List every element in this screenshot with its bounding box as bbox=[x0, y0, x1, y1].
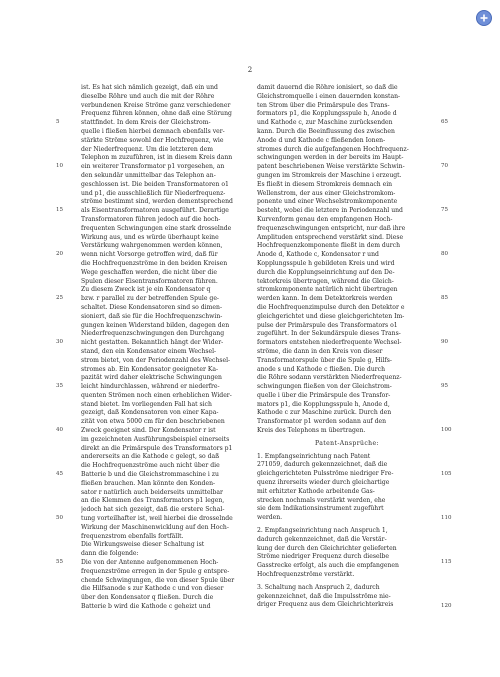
margin-line-number: 20 bbox=[56, 251, 63, 258]
zoom-in-button[interactable] bbox=[476, 10, 492, 26]
text-line: gezeigt, daß Kondensatoren von einer Kapa- bbox=[81, 409, 219, 417]
text-line: pazität wird daher elektrische Schwingungen bbox=[81, 374, 222, 382]
text-line: schaltet. Diese Kondensatoren sind so dimen- bbox=[81, 303, 222, 311]
margin-line-number: 75 bbox=[441, 207, 448, 214]
claim-line: 1. Empfangseinrichtung nach Patent bbox=[257, 452, 371, 460]
text-line: die Röhre sodann verstärkten Niederfrequenz- bbox=[257, 374, 402, 382]
claim-line: quenz ihrerseits wieder durch gleichartige bbox=[257, 479, 390, 487]
text-line: Hochfrequenzkomponente fließt in dem durch bbox=[257, 242, 401, 250]
claim-line: werden. bbox=[257, 514, 283, 522]
text-line: stromkomponente natürlich nicht übertragen bbox=[257, 286, 398, 294]
text-line: leicht hindurchlassen, während er niederfre- bbox=[81, 383, 220, 391]
text-line: dieselbe Röhre und auch die mit der Röhre bbox=[81, 92, 215, 100]
margin-line-number: 40 bbox=[56, 427, 63, 434]
text-line: die Hochfrequenzströme in den beiden Kreisen bbox=[81, 259, 228, 267]
margin-line-number: 100 bbox=[441, 427, 452, 434]
text-line: direkt an die Primärspule des Transformators p1 bbox=[81, 444, 233, 452]
text-line: Batterie b wird die Kathode c geheizt und bbox=[81, 603, 211, 611]
text-line: fließen brauchen. Man könnte den Konden- bbox=[81, 479, 216, 487]
text-line: verbundenen Kreise Ströme ganz verschiedener bbox=[81, 101, 231, 109]
margin-line-number: 15 bbox=[56, 207, 63, 214]
text-line: den sekundär unmittelbar das Telephon an- bbox=[81, 171, 216, 179]
claim-line: gekennzeichnet, daß die Impulsströme nie- bbox=[257, 592, 391, 600]
margin-line-number: 95 bbox=[441, 383, 448, 390]
claim-line: 271059, dadurch gekennzeichnet, daß die bbox=[257, 461, 388, 469]
text-line: schwingungen werden in der bereits im Haupt- bbox=[257, 154, 404, 162]
claim-line: strecken nochmals verstärkt werden, ehe bbox=[257, 496, 386, 504]
text-line: frequenten Schwingungen eine stark drosselnde bbox=[81, 224, 232, 232]
text-line: Wirkung aus, und es würde überhaupt keine bbox=[81, 233, 219, 241]
text-line: geschlossen ist. Die beiden Transformatoren o1 bbox=[81, 180, 229, 188]
text-line: die Hilfsanode s zur Kathode c und von dieser bbox=[81, 585, 224, 593]
text-line: die Hochfrequenzströme auch nicht über die bbox=[81, 462, 220, 470]
text-line: Telephon m zuzuführen, ist in diesem Kreis dann bbox=[81, 154, 233, 162]
text-line: strom bietet, von der Periodenzahl des Wechsel- bbox=[81, 356, 231, 364]
text-line: Spulen dieser Eisentransformatoren führen. bbox=[81, 277, 218, 285]
text-line: die Hochfrequenzimpulse durch den Detektor e bbox=[257, 303, 405, 311]
text-line: Anode d, Kathode c, Kondensator r und bbox=[257, 251, 379, 259]
text-line: chende Schwingungen, die von dieser Spule über bbox=[81, 576, 235, 584]
text-line: als Eisentransformatoren ausgeführt. Derartige bbox=[81, 207, 229, 215]
text-line: ströme, die dann in den Kreis von dieser bbox=[257, 347, 383, 355]
text-line: stromes durch die aufgefangenen Hochfrequenz- bbox=[257, 145, 409, 153]
claim-line: 3. Schaltung nach Anspruch 2, dadurch bbox=[257, 583, 380, 591]
text-line: frequenzschwingungen entspricht, nur daß ihre bbox=[257, 224, 406, 232]
text-line: Verstärkung wahrgenommen werden können, bbox=[81, 242, 223, 250]
page-number: 2 bbox=[247, 66, 253, 74]
text-line: Kreis des Telephons m übertragen. bbox=[257, 427, 366, 435]
text-line: stand bietet. Im vorliegenden Fall hat sich bbox=[81, 400, 212, 408]
margin-line-number: 50 bbox=[56, 515, 63, 522]
margin-line-number: 10 bbox=[56, 163, 63, 170]
text-line: Frequenz führen können, ohne daß eine Störung bbox=[81, 110, 232, 118]
text-line: gungen keinen Widerstand bilden, dagegen den bbox=[81, 321, 230, 329]
text-line: ein weiterer Transformator p1 vorgesehen, an bbox=[81, 163, 225, 171]
text-line: pulse der Primärspule des Transformators o1 bbox=[257, 321, 398, 329]
claims-heading: Patent-Ansprüche: bbox=[315, 439, 379, 447]
text-line: ströme bestimmt sind, werden dementsprechend bbox=[81, 198, 233, 206]
right-column bbox=[257, 84, 437, 610]
text-line: an die Klemmen des Transformators p1 legen, bbox=[81, 497, 225, 505]
text-line: jedoch hat sich gezeigt, daß die erstere Schal- bbox=[81, 506, 225, 514]
margin-line-number: 25 bbox=[56, 295, 63, 302]
text-line: besteht, wobei die letztere in Periodenzahl und bbox=[257, 207, 403, 215]
text-line: Transformatorspule über die Spule g, Hilfs- bbox=[257, 356, 392, 364]
text-line: stattfindet. In dem Kreis der Gleichstrom- bbox=[81, 119, 211, 127]
text-line: formators p1, die Kopplungsspule h, Anode d bbox=[257, 110, 397, 118]
margin-line-number: 35 bbox=[56, 383, 63, 390]
text-line: anode s und Kathode c fließen. Die durch bbox=[257, 365, 385, 373]
text-line: formators entstehen niederfrequente Wechsel- bbox=[257, 339, 402, 347]
text-line: wenn nicht Vorsorge getroffen wird, daß für bbox=[81, 251, 218, 259]
text-line: Zu diesem Zweck ist je ein Kondensator q bbox=[81, 286, 211, 294]
text-line: und p1, die ausschließlich für Niederfrequenz- bbox=[81, 189, 226, 197]
claim-line: mit erhitzter Kathode arbeitende Gas- bbox=[257, 487, 375, 495]
text-line: der Niederfrequenz. Um die letzteren dem bbox=[81, 145, 214, 153]
text-line: Kurvenform genau den empfangenen Hoch- bbox=[257, 215, 393, 223]
text-line: tektorkreis übertragen, während die Gleich- bbox=[257, 277, 394, 285]
margin-line-number: 80 bbox=[441, 251, 448, 258]
claim-line: sie dem Indikationsinstrument zugeführt bbox=[257, 505, 384, 513]
margin-line-number: 65 bbox=[441, 119, 448, 126]
text-line: über den Kondensator q fließen. Durch die bbox=[81, 594, 214, 602]
margin-line-number: 70 bbox=[441, 163, 448, 170]
text-line: ten Strom über die Primärspule des Trans- bbox=[257, 101, 390, 109]
text-line: Anode d und Kathode c fließenden Ionen- bbox=[257, 136, 386, 144]
text-line: Amplituden entsprechend verstärkt sind. Diese bbox=[257, 233, 404, 241]
margin-line-number: 85 bbox=[441, 295, 448, 302]
text-line: Batterie b und die Gleichstrommaschine i zu bbox=[81, 471, 219, 479]
margin-line-number: 105 bbox=[441, 471, 452, 478]
text-line: sioniert, daß sie für die Hochfrequenzschwin- bbox=[81, 312, 223, 320]
margin-line-number: 110 bbox=[441, 515, 452, 522]
text-line: Wirkung der Maschinenwicklung auf den Hoch- bbox=[81, 523, 229, 531]
text-line: Transformator p1 werden sodann auf den bbox=[257, 418, 386, 426]
claim-line: dadurch gekennzeichnet, daß die Verstär- bbox=[257, 535, 387, 543]
text-line: frequenzstrom ebenfalls fortfällt. bbox=[81, 532, 184, 540]
text-line: gleichgerichtet und diese gleichgerichteten Im- bbox=[257, 312, 405, 320]
text-line: Die Wirkungsweise dieser Schaltung ist bbox=[81, 541, 205, 549]
text-line: zität von etwa 5000 cm für den beschriebenen bbox=[81, 418, 225, 426]
text-line: Es fließt in diesem Stromkreis demnach ein bbox=[257, 180, 393, 188]
text-line: stromes ab. Ein Kondensator geeigneter Ka- bbox=[81, 365, 219, 373]
claim-line: Ströme niedriger Frequenz durch dieselbe bbox=[257, 553, 390, 561]
text-line: quelle i fließen hierbei demnach ebenfalls ver- bbox=[81, 127, 225, 135]
margin-line-number: 115 bbox=[441, 559, 452, 566]
text-line: schwingungen fließen von der Gleichstrom- bbox=[257, 383, 392, 391]
text-line: Transformatoren führen jedoch auf die hoch- bbox=[81, 215, 221, 223]
text-line: mators p1, die Kopplungsspule h, Anode d, bbox=[257, 400, 390, 408]
text-line: gungen im Stromkreis der Maschine i erzeugt. bbox=[257, 171, 402, 179]
text-line: quenten Strömen noch einen erheblichen Wider- bbox=[81, 391, 232, 399]
text-line: nicht gestatten. Bekanntlich hängt der Wider- bbox=[81, 339, 224, 347]
text-line: ist. Es hat sich nämlich gezeigt, daß ein und bbox=[81, 84, 218, 91]
text-line: Wellenstrom, der aus einer Gleichstromkom- bbox=[257, 189, 396, 197]
text-line: stand, den ein Kondensator einem Wechsel- bbox=[81, 347, 217, 355]
text-line: sator r natürlich auch beiderseits unmittelbar bbox=[81, 488, 223, 496]
text-line: patent beschriebenen Weise verstärkte Schwin- bbox=[257, 163, 405, 171]
text-line: ponente und einer Wechselstromkomponente bbox=[257, 198, 398, 206]
claim-line: gleichgerichteten Pulsströme niedriger Fre- bbox=[257, 470, 394, 478]
text-line: frequenzströme erregen in der Spule g entspre- bbox=[81, 567, 230, 575]
zoom-in-icon bbox=[479, 13, 489, 23]
text-line: durch die Kopplungseinrichtung auf den De- bbox=[257, 268, 395, 276]
text-line: kann. Durch die Beeinflussung des zwischen bbox=[257, 127, 395, 135]
text-line: tung vorteilhafter ist, weil hierbei die drosselnde bbox=[81, 515, 233, 523]
left-column bbox=[81, 84, 261, 612]
margin-line-number: 30 bbox=[56, 339, 63, 346]
text-line: dann die folgende: bbox=[81, 550, 139, 558]
text-line: und Kathode c, zur Maschine zurücksenden bbox=[257, 119, 393, 127]
margin-line-number: 120 bbox=[441, 603, 452, 610]
text-line: im gezeichneten Ausführungsbeispiel einerseits bbox=[81, 435, 230, 443]
text-line: stärkte Ströme sowohl der Hochfrequenz, wie bbox=[81, 136, 224, 144]
text-line: zugeführt. In der Sekundärspule dieses Trans- bbox=[257, 330, 401, 338]
text-line: quelle i über die Primärspule des Transfor- bbox=[257, 391, 391, 399]
claim-line: driger Frequenz aus dem Gleichrichterkreis bbox=[257, 601, 394, 609]
text-line: Niederfrequenzschwingungen den Durchgang bbox=[81, 330, 225, 338]
claim-line: Gasstrecke erfolgt, als auch die empfangenen bbox=[257, 562, 399, 570]
text-line: Kathode c zur Maschine zurück. Durch den bbox=[257, 409, 392, 417]
margin-line-number: 45 bbox=[56, 471, 63, 478]
margin-line-number: 5 bbox=[56, 119, 60, 126]
margin-line-number: 55 bbox=[56, 559, 63, 566]
text-line: Gleichstromquelle i einen dauernden konstan- bbox=[257, 92, 401, 100]
text-line: Wege geschaffen werden, die nicht über die bbox=[81, 268, 217, 276]
text-line: Kopplungsspule h gebildeten Kreis und wird bbox=[257, 259, 395, 267]
claim-line: kung der durch den Gleichrichter gelieferten bbox=[257, 544, 397, 552]
text-line: andererseits an die Kathode c gelegt, so daß bbox=[81, 453, 220, 461]
margin-line-number: 90 bbox=[441, 339, 448, 346]
text-line: Zweck geeignet sind. Der Kondensator r ist bbox=[81, 427, 216, 435]
text-line: bzw. r parallel zu der betreffenden Spule ge- bbox=[81, 295, 219, 303]
text-line: Die von der Antenne aufgenommenen Hoch- bbox=[81, 559, 219, 567]
text-line: werden kann. In dem Detektorkreis werden bbox=[257, 295, 393, 303]
claim-line: 2. Empfangseinrichtung nach Anspruch 1, bbox=[257, 527, 388, 535]
text-line: damit dauernd die Röhre ionisiert, so daß die bbox=[257, 84, 398, 91]
claim-line: Hochfrequenzströme verstärkt. bbox=[257, 571, 355, 579]
